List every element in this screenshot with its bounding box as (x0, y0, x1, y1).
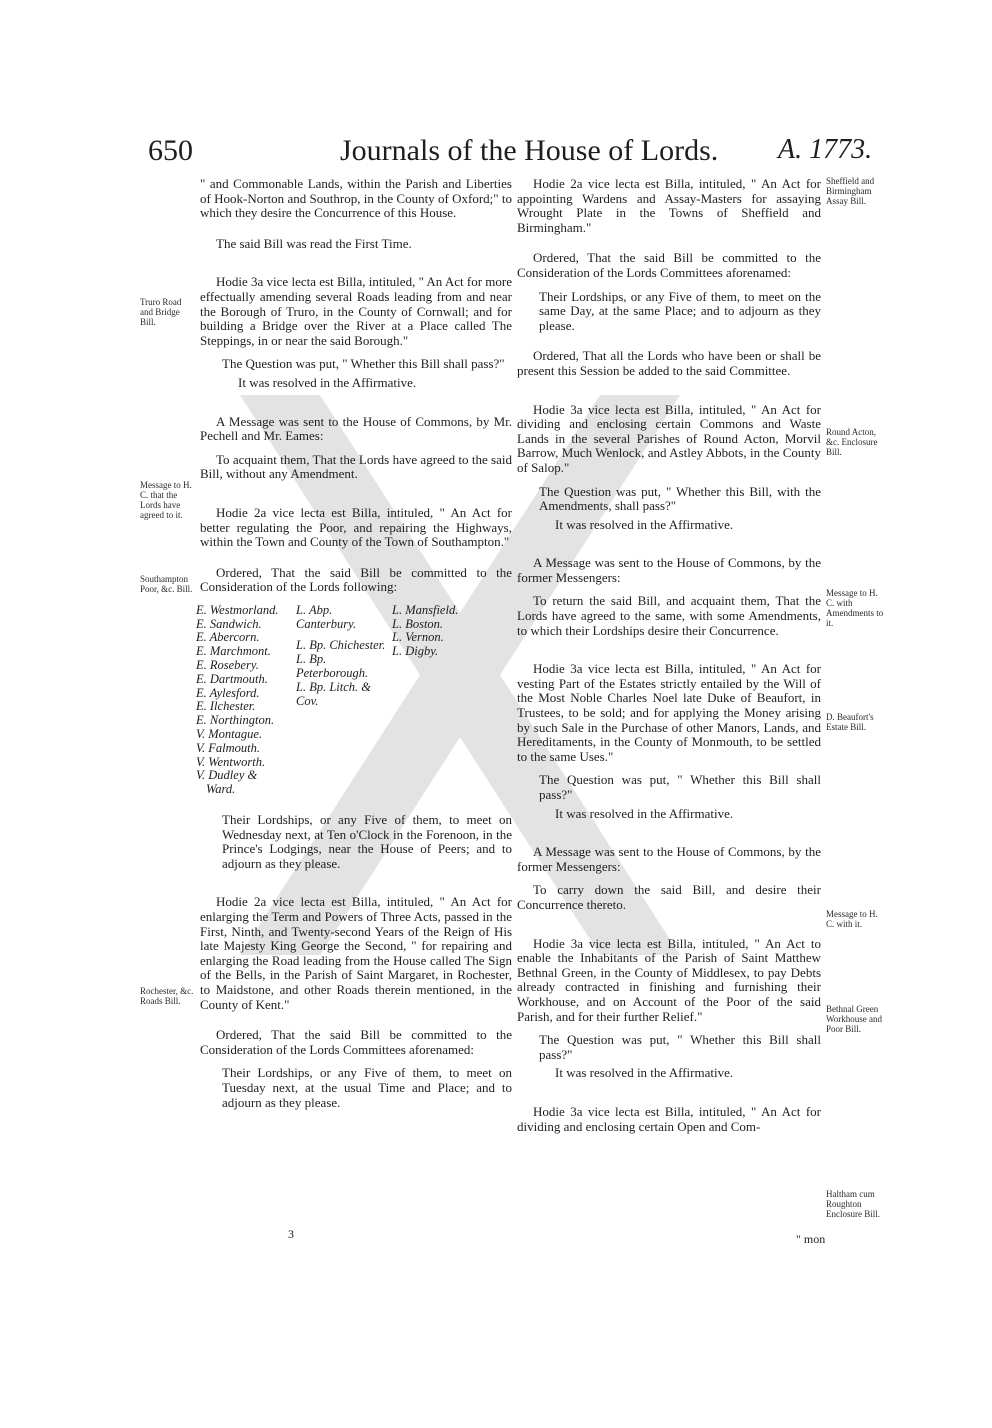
lord-entry: V. Wentworth. (196, 754, 266, 769)
paragraph: Their Lordships, or any Five of them, to meet on Tuesday next, at the usual Time and Place; and to adjourn as they please. (222, 1065, 512, 1110)
lord-entry: L. Bp. Chichester. (296, 638, 386, 653)
paragraph: Hodie 3a vice lecta est Billa, intituled, " An Act for dividing and enclosing certain Commons and Waste Lands in the several Parishes of Round Acton, Morvil Barrow, Much Wenlock, and Astley Abbots, in the County of Salop." (517, 401, 821, 475)
lords-committee-list (196, 604, 512, 797)
lord-entry: V. Falmouth. (196, 740, 261, 755)
paragraph: It was resolved in the Affirmative. (238, 374, 417, 390)
lord-entry: L. Vernon. (392, 630, 444, 645)
paragraph: Hodie 2a vice lecta est Billa, intituled, " An Act for better regulating the Poor, and repairing the Highways, within the Town and County of the Town of Southampton." (200, 504, 512, 550)
paragraph: The Question was put, " Whether this Bill shall pass?" (539, 1032, 821, 1062)
year-heading: A. 1773. (778, 134, 873, 165)
paragraph: It was resolved in the Affirmative. (555, 1065, 734, 1081)
paragraph: Ordered, That the said Bill be committed to the Consideration of the Lords Committees aforenamed: (200, 1027, 512, 1057)
margin-note-truro: Truro Road and Bridge Bill. (140, 297, 182, 327)
paragraph: The Question was put, " Whether this Bill, with the Amendments, shall pass?" (539, 483, 821, 514)
paragraph: Hodie 3a vice lecta est Billa, intituled, " An Act for more effectually amending several Roads leading from and near the Borough of Truro, in the County of Cornwall; and for building a Bridge over the River at a Place called The Steppings, in or near the said Borough." (200, 274, 512, 348)
paragraph: It was resolved in the Affirmative. (555, 805, 734, 821)
lord-entry: E. Sandwich. (196, 616, 262, 631)
lord-entry: L. Bp. Litch. & Cov. (296, 679, 372, 708)
paragraph: Hodie 3a vice lecta est Billa, intituled, " An Act to enable the Inhabitants of the Parish of Saint Matthew Bethnal Green, in the County of Middlesex, to pay Debts already contracted in finishing and furnishing their Workhouse, and on Account of the Poor of the said Parish, and for their further Relief." (517, 935, 821, 1024)
paragraph: " and Commonable Lands, within the Parish and Liberties of Hook-Norton and Southrop, in the County of Oxford;" to which they desire the Concurrence of this House. (200, 176, 512, 221)
paragraph: Their Lordships, or any Five of them, to meet on Wednesday next, at Ten o'Clock in the Forenoon, in the Prince's Lodgings, near the House of Peers; and to adjourn as they please. (222, 812, 512, 871)
margin-note-message-hc: Message to H. C. that the Lords have agreed to it. (140, 480, 192, 520)
lord-entry: E. Marchmont. (196, 644, 271, 659)
lord-entry: E. Rosebery. (196, 658, 259, 673)
lord-entry: V. Dudley & (196, 768, 258, 783)
margin-note-southampton: Southampton Poor, &c. Bill. (140, 574, 193, 594)
paragraph: A Message was sent to the House of Commons, by the former Messengers: (517, 555, 821, 585)
margin-note-round-acton: Round Acton, &c. Enclosure Bill. (826, 427, 878, 457)
margin-note-message-with-it: Message to H. C. with it. (826, 909, 878, 929)
paragraph: Their Lordships, or any Five of them, to meet on the same Day, at the same Place; and to adjourn as they please. (539, 288, 821, 333)
paragraph: The said Bill was read the First Time. (216, 235, 412, 251)
page-number: 650 (148, 134, 193, 167)
paragraph: Hodie 2a vice lecta est Billa, intituled, " An Act for enlarging the Term and Powers of Three Acts, passed in the First, Ninth, and Twenty-second Years of the Reign of His late Majesty King George the Second, " for repairing and enlarging the Road leading from the House called The Sign of the Bells, in the Parish of Saint Margaret, in Rochester, to Maidstone, and other Roads therein mentioned, in the County of Kent." (200, 894, 512, 1012)
paragraph: It was resolved in the Affirmative. (555, 516, 734, 532)
lord-entry: E. Northington. (196, 713, 275, 728)
paragraph: The Question was put, " Whether this Bill shall pass?" (222, 356, 505, 372)
paragraph: A Message was sent to the House of Commons, by the former Messengers: (517, 844, 821, 874)
lord-entry: Ward. (206, 782, 236, 797)
lord-entry: E. Westmorland. (196, 602, 279, 617)
paragraph: To return the said Bill, and acquaint them, That the Lords have agreed to the same, with some Amendments, to which their Lordships desire their Concurrence. (517, 593, 821, 638)
signature-number: 3 (288, 1227, 294, 1241)
paragraph: A Message was sent to the House of Commons, by Mr. Pechell and Mr. Eames: (200, 413, 512, 444)
paragraph: Hodie 3a vice lecta est Billa, intituled, " An Act for vesting Part of the Estates strictly entailed by the Will of the Most Noble Charles Noel late Duke of Beaufort, in Trustees, to be sold; and for applying the Money arising by such Sale in the Purchase of other Manors, Lands, and Hereditaments, in the County of Monmouth, to be settled to the same Uses." (517, 661, 821, 764)
margin-note-message-amendments: Message to H. C. with Amendments to it. (826, 588, 884, 628)
lords-list-column-3 (392, 604, 492, 797)
left-column (196, 176, 512, 1110)
paragraph: Hodie 2a vice lecta est Billa, intituled, " An Act for appointing Wardens and Assay-Masters for assaying Wrought Plate in the Towns of Sheffield and Birmingham." (517, 176, 821, 235)
margin-note-rochester: Rochester, &c. Roads Bill. (140, 986, 194, 1006)
paragraph: The Question was put, " Whether this Bill shall pass?" (539, 772, 821, 802)
margin-note-bethnal-green: Bethnal Green Workhouse and Poor Bill. (826, 1004, 883, 1034)
paragraph: Ordered, That all the Lords who have been or shall be present this Session be added to the said Committee. (517, 348, 821, 378)
paragraph: Ordered, That the said Bill be committed to the Consideration of the Lords following: (200, 564, 512, 595)
lord-entry: L. Boston. (392, 616, 444, 631)
margin-note-sheffield: Sheffield and Birmingham Assay Bill. (826, 176, 875, 206)
right-column (517, 177, 821, 1134)
catchword: " mon (796, 1232, 826, 1246)
lord-entry: L. Bp. Peterborough. (296, 652, 369, 681)
lords-list-column-1 (196, 604, 296, 797)
lord-entry: E. Ilchester. (196, 699, 256, 714)
margin-note-haltham: Haltham cum Roughton Enclosure Bill. (826, 1189, 880, 1219)
lord-entry: V. Montague. (196, 727, 263, 742)
margin-note-beaufort: D. Beaufort's Estate Bill. (826, 712, 874, 732)
lord-entry: L. Digby. (392, 644, 439, 659)
lord-entry: E. Aylesford. (196, 685, 260, 700)
lord-entry: E. Dartmouth. (196, 671, 268, 686)
paragraph: Hodie 3a vice lecta est Billa, intituled, " An Act for dividing and enclosing certain Open and Com- (517, 1103, 821, 1134)
paragraph: Ordered, That the said Bill be committed to the Consideration of the Lords Committees aforenamed: (517, 250, 821, 280)
lord-entry: L. Mansfield. (392, 602, 459, 617)
lord-entry: E. Abercorn. (196, 630, 260, 645)
paragraph: To acquaint them, That the Lords have agreed to the said Bill, without any Amendment. (200, 451, 512, 482)
lords-list-column-2 (296, 604, 392, 797)
paragraph: To carry down the said Bill, and desire their Concurrence thereto. (517, 882, 821, 912)
lord-entry: L. Abp. Canterbury. (296, 602, 357, 631)
running-title: Journals of the House of Lords. (340, 134, 719, 167)
